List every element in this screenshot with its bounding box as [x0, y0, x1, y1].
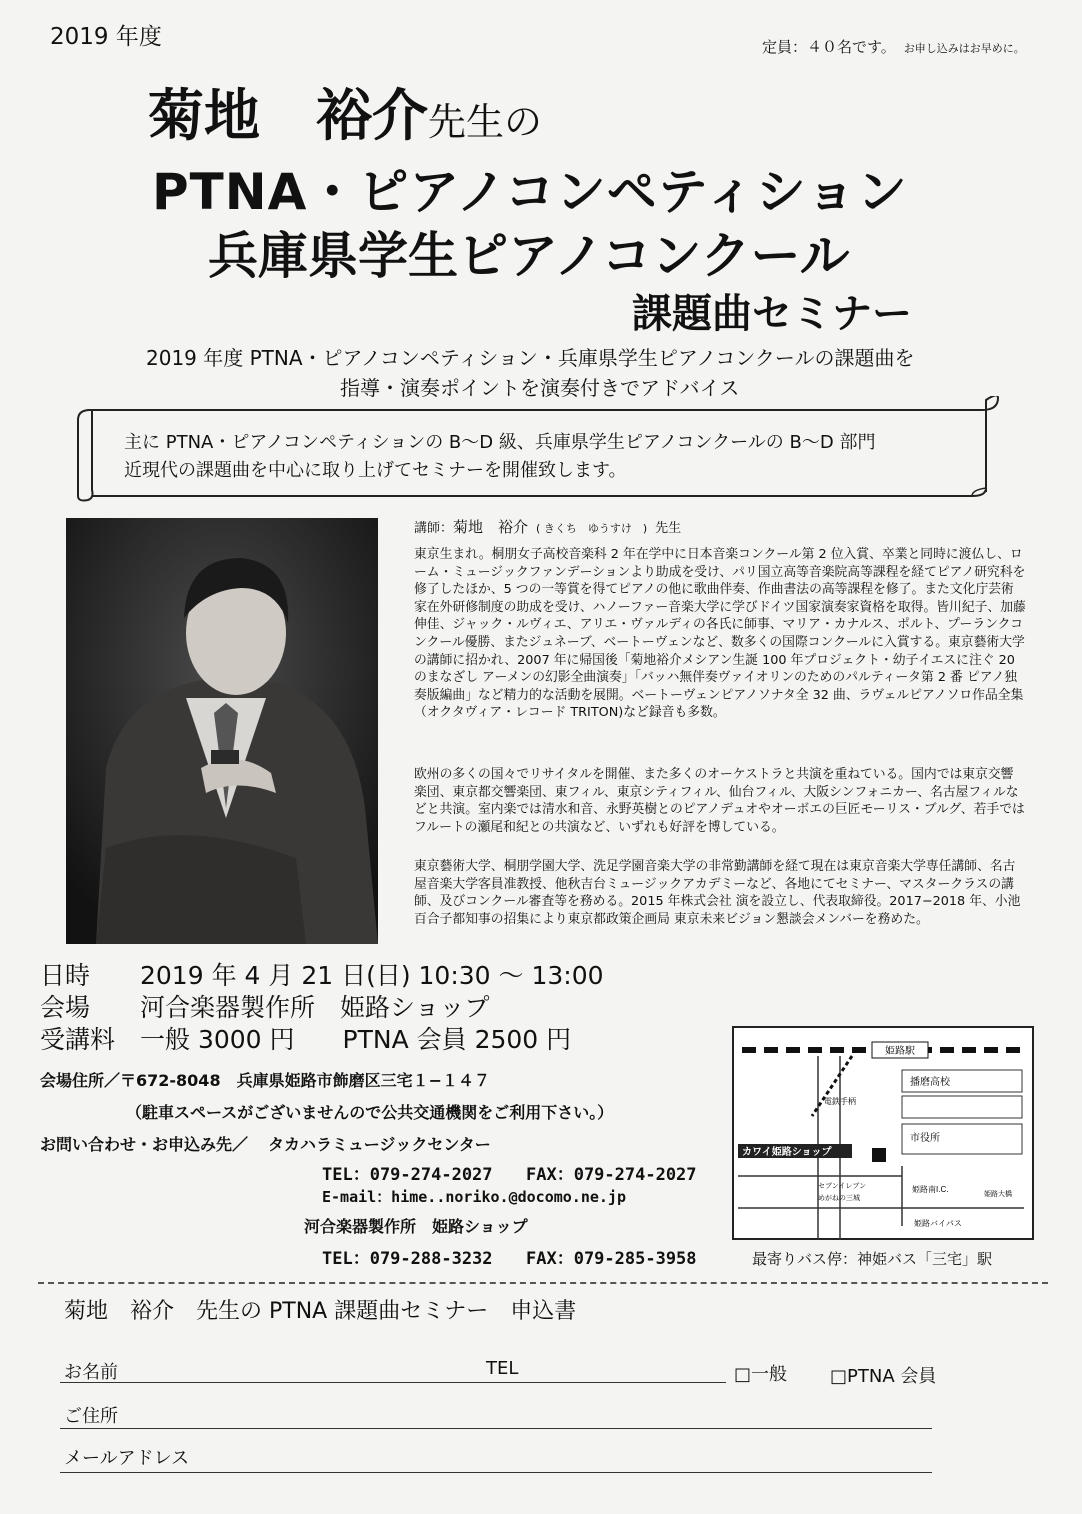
instructor-photo: [66, 518, 378, 944]
event-venue: [40, 988, 490, 1024]
form-email-label: メールアドレス: [64, 1448, 190, 1469]
instructor-heading: 講師：菊地 裕介 ( きくち ゆうすけ ) 先生: [414, 518, 682, 536]
org1-tel: TEL：079-274-2027: [322, 1165, 493, 1185]
contact-email: E-mail：hime..noriko.@docomo.ne.jp: [322, 1188, 626, 1206]
checkbox-general[interactable]: □一般: [734, 1364, 788, 1385]
org1-fax: FAX：079-274-2027: [526, 1165, 697, 1185]
event-date: [40, 956, 604, 992]
map-711-label: セブンイレブン: [818, 1183, 867, 1190]
form-tel-label: TEL: [486, 1358, 519, 1379]
venue-label: 会場: [40, 993, 91, 1022]
year-label: 2019 年度: [50, 24, 162, 50]
org2-tel: TEL：079-288-3232: [322, 1249, 493, 1269]
instructor-label: 講師: [414, 521, 441, 536]
bio-paragraph-1: 東京生まれ。桐朋女子高校音楽科 2 年在学中に日本音楽コンクール第 2 位入賞、卒業と同時に渡仏し、ローム・ミュージックファンデーションより助成を受け、パリ国立高等音楽院高等課程を経てピアノ研究科を修了したほか、5 つの一等賞を得てピアノの他に歌曲伴奏、作曲書法の高等課程を修了。また文化庁芸術家在外研修制度の助成を受け、ハノーファー音楽大学に学びドイツ国家演奏家資格を取得。皆川紀子、加藤伸佳、ジャック・ルヴィエ、アリエ・ヴァルディの各氏に師事、マリア・カナルス、ポルト、プーランクコンクール優勝、またジュネーブ、ベートーヴェンなど、数多くの国際コンクールに入賞する。東京藝術大学の講師に招かれ、2007 年に帰国後「菊地裕介メシアン生誕 100 年プロジェクト・幼子イエスに注ぐ 20 のまなざし アーメンの幻影全曲演奏」「バッハ無伴奏ヴァイオリンのためのパルティータ第 2 番 ピアノ独奏版編曲」など精力的な活動を展開。ベートーヴェンピアノソナタ全 32 曲、ラヴェルピアノソロ作品全集（オクタヴィア・レコード TRITON)など録音も多数。: [414, 547, 1026, 721]
checkbox-ptna-member[interactable]: □PTNA 会員: [830, 1366, 937, 1387]
map-glasses-label: めがねの三城: [818, 1195, 860, 1202]
bio-paragraph-2: 欧州の多くの国々でリサイタルを開催、また多くのオーケストラと共演を重ねている。国内では東京交響楽団、東京都交響楽団、東フィル、東京シティフィル、仙台フィル、大阪シンフォニカー、名古屋フィルなどと共演。室内楽では清水和音、永野英樹とのピアノデュオやオーボエの巨匠モーリス・ブルグ、若手ではフルートの瀬尾和紀との共演など、いずれも好評を博している。: [414, 767, 1025, 835]
map-bypass-label: 姫路バイパス: [914, 1219, 962, 1228]
form-name-label: お名前: [64, 1362, 118, 1383]
instructor-reading: ( きくち ゆうすけ ): [536, 522, 648, 535]
capacity-small-note: お申し込みはお早めに。: [903, 42, 1025, 55]
form-title: 菊地 裕介 先生の PTNA 課題曲セミナー 申込書: [64, 1299, 577, 1324]
map-tram-label: 電鉄手柄: [824, 1097, 856, 1106]
map-bridge-label: 姫路大橋: [984, 1191, 1012, 1198]
title-name: 菊地 裕介: [148, 84, 428, 149]
scroll-text-line2: 近現代の課題曲を中心に取り上げてセミナーを開催致します。: [124, 460, 627, 481]
instructor-honorific: 先生: [655, 521, 682, 536]
subtitle-line1: 2019 年度 PTNA・ピアノコンペティション・兵庫県学生ピアノコンクールの課題曲を: [146, 346, 915, 370]
org2-fax: FAX：079-285-3958: [526, 1249, 697, 1269]
org1-name: タカハラミュージックセンター: [268, 1135, 491, 1154]
venue-value: 河合楽器製作所 姫路ショップ: [140, 993, 490, 1022]
capacity-text: 定員：４０名です。: [762, 38, 896, 56]
title-name-suffix: 先生の: [428, 100, 543, 144]
fee-ptna: PTNA 会員 2500 円: [342, 1025, 572, 1054]
map-station-label: 姫路駅: [885, 1046, 915, 1057]
address-field[interactable]: [60, 1428, 932, 1429]
map-shop-label: カワイ姫路ショップ: [742, 1147, 832, 1158]
org2-name: 河合楽器製作所 姫路ショップ: [304, 1217, 528, 1236]
email-field[interactable]: [60, 1472, 932, 1473]
name-tel-field[interactable]: [60, 1382, 726, 1383]
inquiry-line: [40, 1132, 491, 1155]
title-line2: PTNA・ピアノコンペティション: [152, 163, 908, 221]
map-school-label: 播磨高校: [910, 1077, 950, 1088]
map-cityhall-label: 市役所: [910, 1133, 940, 1144]
instructor-name: 菊地 裕介: [453, 518, 529, 536]
access-map: [732, 1026, 1034, 1240]
inquiry-label: お問い合わせ・お申込み先／: [40, 1135, 249, 1154]
date-value: 2019 年 4 月 21 日(日) 10:30 ～ 13:00: [140, 961, 604, 990]
parking-note: （駐車スペースがございませんので公共交通機関をご利用下さい。）: [126, 1103, 614, 1122]
subtitle-line2: 指導・演奏ポイントを演奏付きでアドバイス: [340, 376, 740, 400]
title-line3: 兵庫県学生ピアノコンクール: [208, 227, 850, 285]
capacity-note: [762, 36, 1025, 57]
bus-stop-note: 最寄りバス停：神姫バス「三宅」駅: [752, 1250, 993, 1268]
map-ic-label: 姫路南I.C.: [912, 1185, 949, 1194]
form-address-label: ご住所: [64, 1406, 118, 1427]
venue-address: 会場住所／〒672-8048 兵庫県姫路市飾磨区三宅１−１４７: [40, 1071, 490, 1090]
title-instructor: [148, 72, 542, 152]
scroll-text-line1: 主に PTNA・ピアノコンペティションの B～D 級、兵庫県学生ピアノコンクールの B～D 部門: [124, 432, 876, 453]
event-fee: [40, 1020, 571, 1056]
bio-paragraph-3: 東京藝術大学、桐朋学園大学、洗足学園音楽大学の非常勤講師を経て現在は東京音楽大学専任講師、名古屋音楽大学客員准教授、他秋吉台ミュージックアカデミーなど、各地にてセミナー、マスタークラスの講師、及びコンクール審査等を務める。2015 年株式会社 演を設立し、代表取締役。2017−2018 年、小池百合子都知事の招集により東京都政策企画局 東京未来ビジョン懇談会メンバーを務めた。: [414, 859, 1021, 927]
date-label: 日時: [40, 961, 91, 990]
cut-line: [38, 1282, 1048, 1284]
fee-general: 一般 3000 円: [140, 1025, 295, 1054]
fee-label: 受講料: [40, 1025, 116, 1054]
title-line4: 課題曲セミナー: [632, 291, 912, 337]
